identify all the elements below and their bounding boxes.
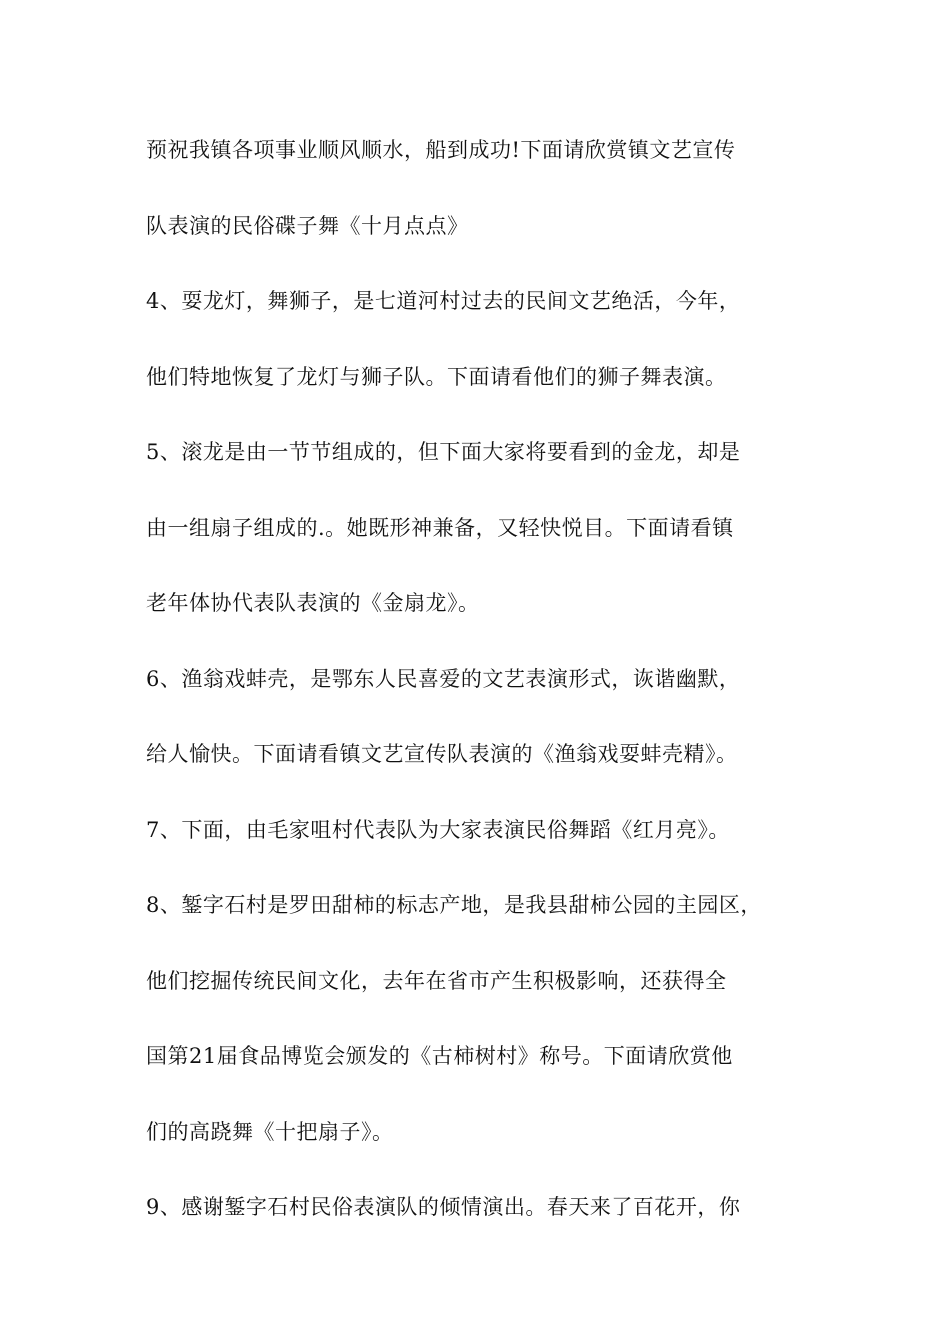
text-line: 4、耍龙灯，舞狮子，是七道河村过去的民间文艺绝活，今年， xyxy=(146,289,741,313)
text-line: 5、滚龙是由一节节组成的，但下面大家将要看到的金龙，却是 xyxy=(146,440,741,464)
text-line: 8、錾字石村是罗田甜柿的标志产地，是我县甜柿公园的主园区， xyxy=(146,893,762,917)
text-line: 7、下面，由毛家咀村代表队为大家表演民俗舞蹈《红月亮》。 xyxy=(146,817,730,842)
text-line: 6、渔翁戏蚌壳，是鄂东人民喜爱的文艺表演形式，诙谐幽默， xyxy=(146,666,741,691)
text-line: 们的高跷舞《十把扇子》。 xyxy=(146,1119,394,1144)
text-line: 预祝我镇各项事业顺风顺水，船到成功!下面请欣赏镇文艺宣传 xyxy=(146,138,736,162)
text-line: 队表演的民俗碟子舞《十月点点》 xyxy=(146,213,469,238)
text-line: 他们挖掘传统民间文化，去年在省市产生积极影响，还获得全 xyxy=(146,968,727,993)
text-line: 给人愉快。下面请看镇文艺宣传队表演的《渔翁戏耍蚌壳精》。 xyxy=(146,742,738,766)
text-line: 老年体协代表队表演的《金扇龙》。 xyxy=(146,591,480,615)
document-body xyxy=(146,132,836,1265)
text-line: 由一组扇子组成的.。她既形神兼备，又轻快悦目。下面请看镇 xyxy=(146,515,734,540)
text-line: 国第21届食品博览会颁发的《古柿树村》称号。下面请欣赏他 xyxy=(146,1044,733,1068)
text-line: 9、感谢錾字石村民俗表演队的倾情演出。春天来了百花开，你 xyxy=(146,1195,741,1219)
text-line: 他们特地恢复了龙灯与狮子队。下面请看他们的狮子舞表演。 xyxy=(146,364,727,389)
